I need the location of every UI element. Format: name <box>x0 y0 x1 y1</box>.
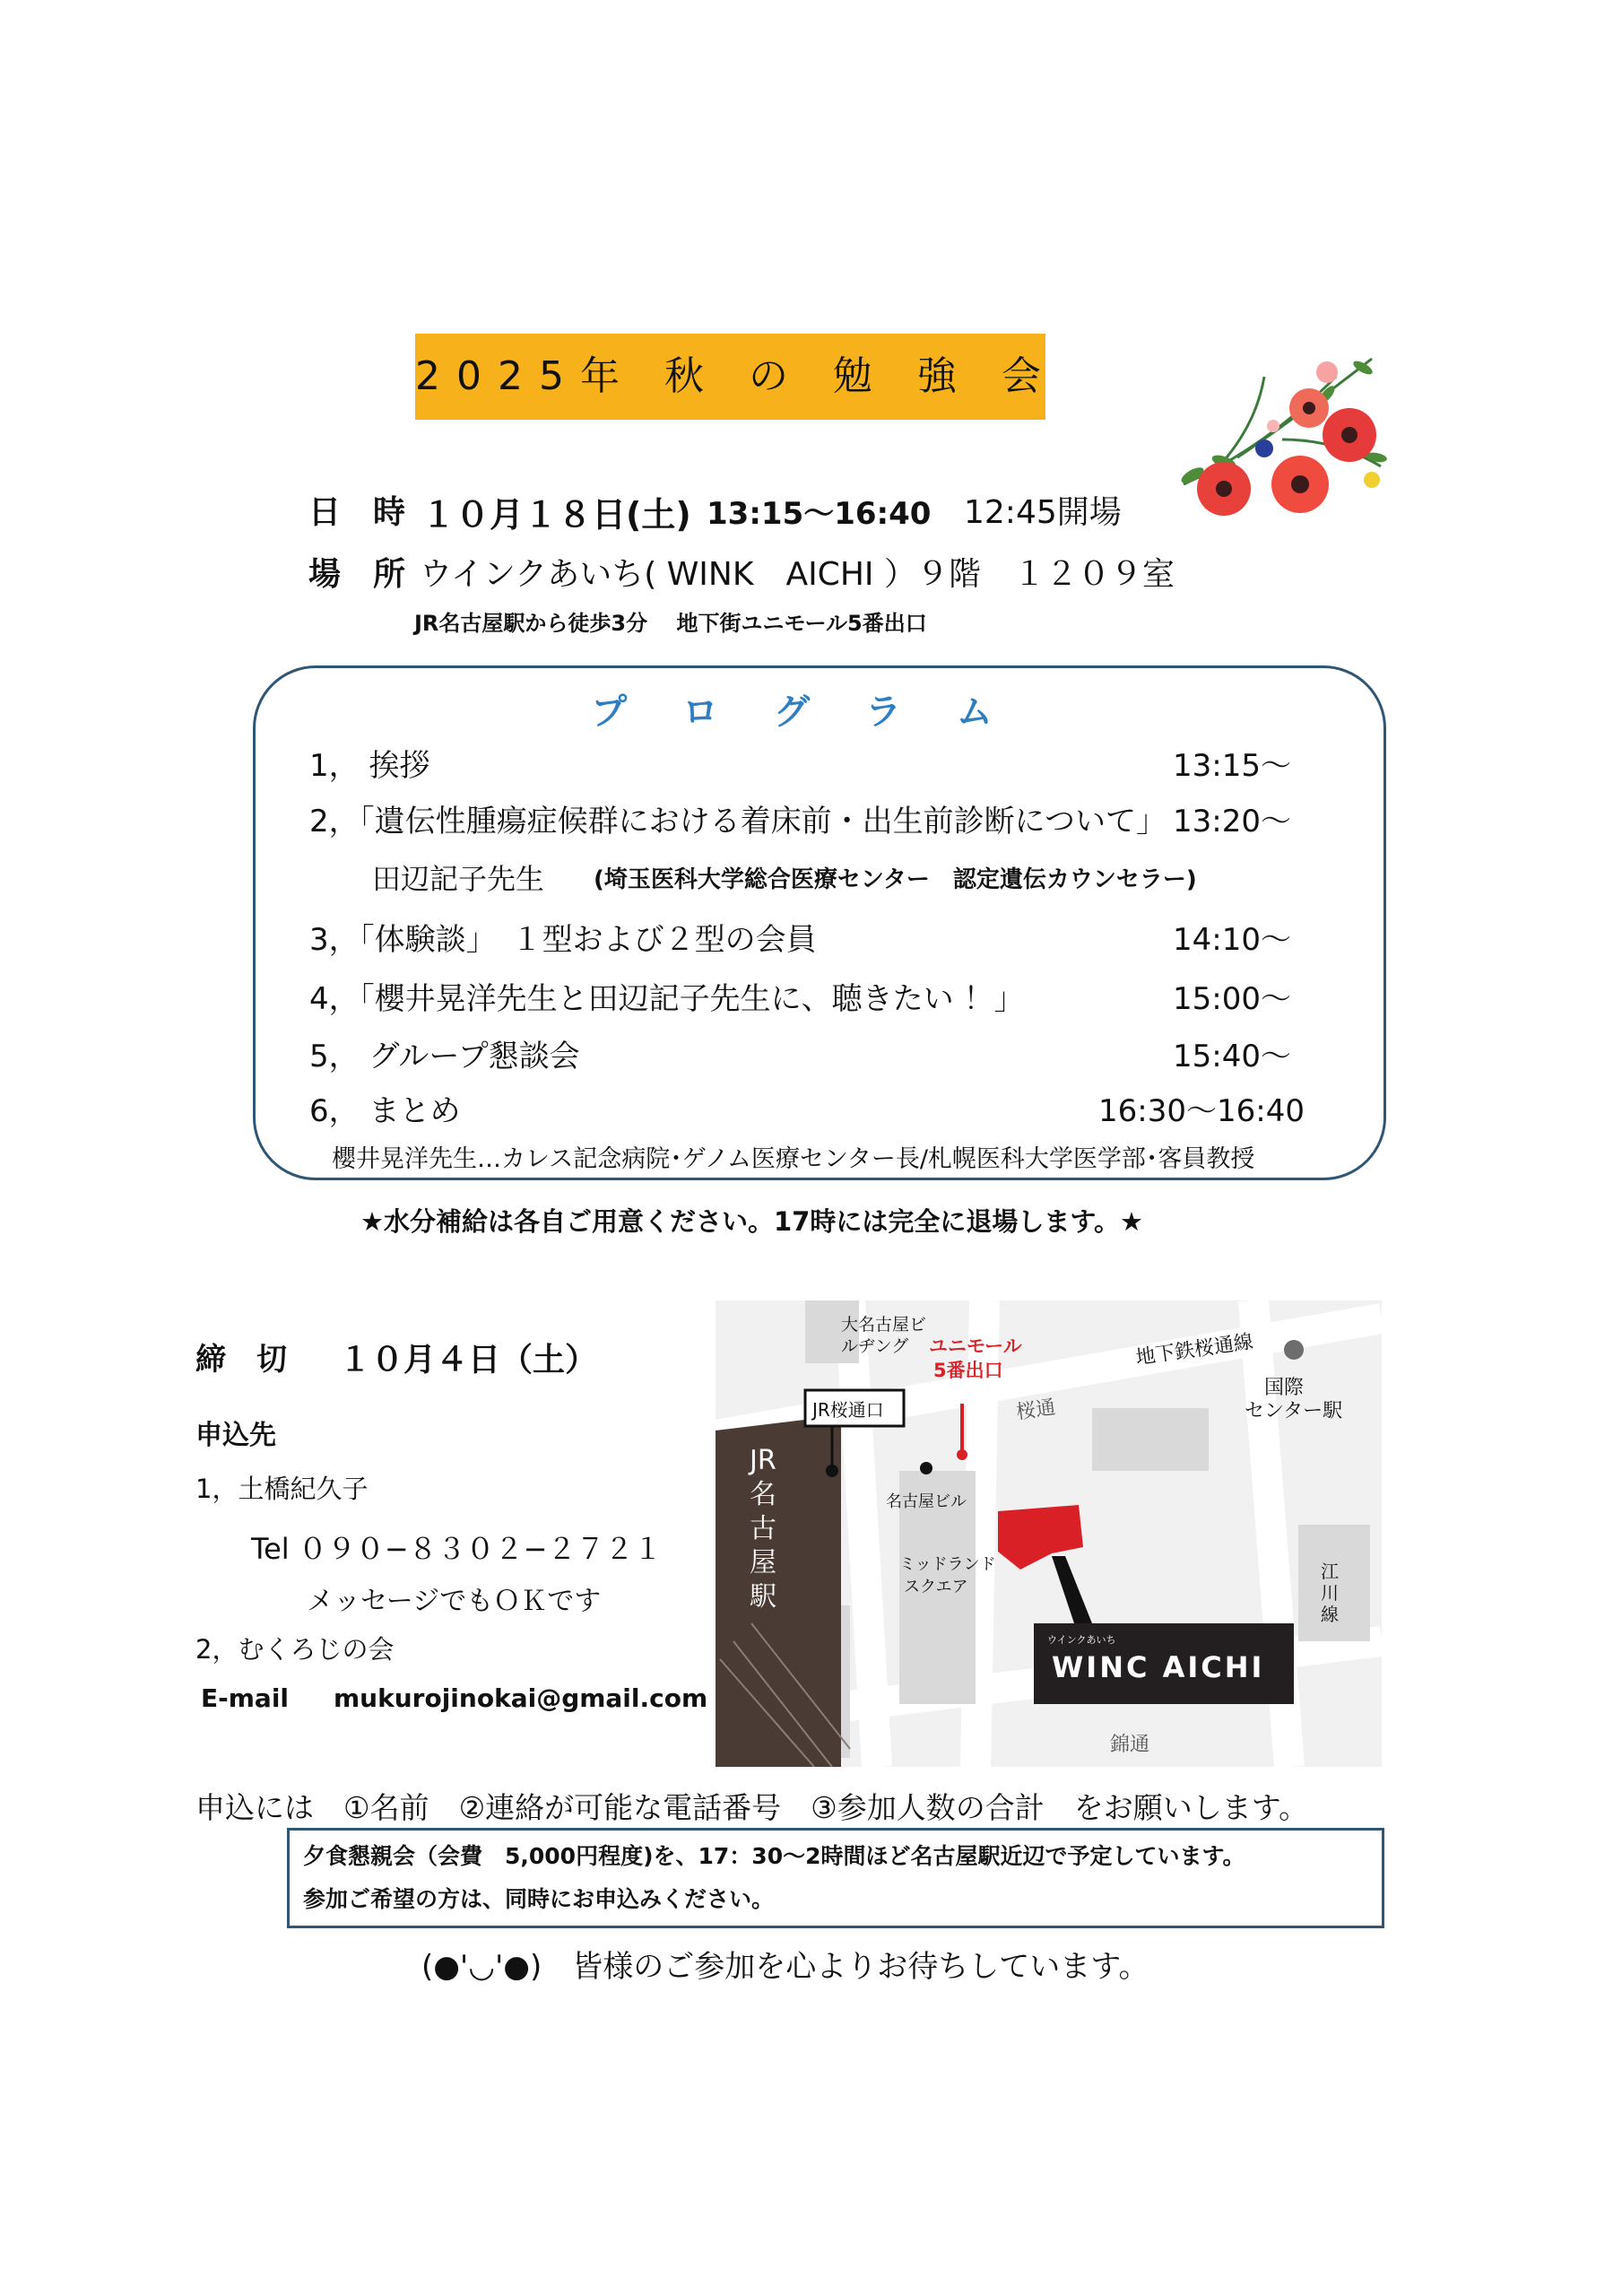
venue-label: 場 所 <box>308 556 406 593</box>
program-text: 「体験談」 １型および２型の会員 <box>359 922 817 958</box>
program-time-3: 14:10〜 <box>1173 922 1291 958</box>
request-line: 申込には ①名前 ②連絡が可能な電話番号 ③参加人数の合計 をお願いします。 <box>195 1790 1309 1825</box>
email-label: E-mail <box>201 1683 290 1713</box>
program-text: グループ懇談会 <box>369 1039 580 1074</box>
page-title: 2025年 秋 の 勉 強 会 <box>415 353 1057 399</box>
map-label-nagoya-bldg: 名古屋ビル <box>886 1492 967 1511</box>
program-text: まとめ <box>369 1093 461 1129</box>
map-label-kokusai: 国際 <box>1264 1377 1305 1399</box>
program-text: 「櫻井晃洋先生と田辺記子先生に、聴きたい ！」 <box>359 981 1025 1017</box>
map-wink-small: ウインクあいち <box>1047 1634 1116 1646</box>
program-item-5 <box>309 1031 580 1075</box>
map-label-midland: ミッドランド <box>899 1555 996 1574</box>
program-num: 1， <box>309 748 360 784</box>
map-label-nishiki: 錦通 <box>1110 1734 1150 1756</box>
program-footnote: 櫻井晃洋先生…カレス記念病院･ゲノム医療センター長/札幌医科大学医学部･客員教授 <box>332 1145 1255 1173</box>
map-label-jr-station: JR名古屋駅 <box>750 1445 776 1613</box>
doors-open: 12:45開場 <box>964 494 1122 531</box>
program-time-6: 16:30〜16:40 <box>1098 1093 1305 1129</box>
contact2-name: 2，むくろじの会 <box>195 1634 395 1665</box>
event-time: 13:15〜16:40 <box>707 496 932 532</box>
program-num: 4， <box>309 981 360 1017</box>
program-time-1: 13:15〜 <box>1173 748 1291 784</box>
map-label-unimall: ユニモール <box>929 1335 1022 1357</box>
venue-access: JR名古屋駅から徒歩3分 地下街ユニモール5番出口 <box>414 611 927 636</box>
program-num: 6， <box>309 1093 360 1129</box>
map-label-unimall-exit: 5番出口 <box>933 1360 1003 1381</box>
speaker-affiliation: (埼玉医科大学総合医療センター 認定遺伝カウンセラー) <box>594 866 1197 893</box>
program-time-2: 13:20〜 <box>1173 804 1291 839</box>
event-date: １０月１８日(土) <box>421 495 691 535</box>
contact1-name: 1，土橋紀久子 <box>195 1474 369 1504</box>
speaker-name: 田辺記子先生 <box>372 862 545 896</box>
contact1-tel: Tel ０９０−８３０２−２７２１ <box>251 1532 663 1566</box>
flower-decoration-icon <box>1157 341 1399 529</box>
program-title: プログラム <box>591 691 1048 733</box>
dinner-line-1: 夕食懇親会（会費 5,000円程度)を、17：30〜2時間ほど名古屋駅近辺で予定しています。 <box>303 1843 1245 1869</box>
map-label-dai-nagoya: 大名古屋ビルヂング <box>841 1315 927 1356</box>
map-label-horikawa: 江川線 <box>1321 1561 1339 1625</box>
map-label-sakura-dori: 桜通 <box>1014 1396 1057 1424</box>
program-text: 挨拶 <box>369 748 430 784</box>
program-item-4 <box>309 974 1024 1018</box>
apply-label: 申込先 <box>195 1420 276 1451</box>
program-item-1 <box>309 741 429 785</box>
deadline-date: １０月４日（土） <box>339 1342 598 1378</box>
contact1-note: メッセージでもＯＫです <box>307 1586 602 1617</box>
program-num: 2， <box>309 804 360 839</box>
program-num: 3， <box>309 922 360 958</box>
map-label-subway: 地下鉄桜通線 <box>1134 1330 1255 1370</box>
program-num: 5， <box>309 1039 360 1074</box>
access-map <box>716 1300 1382 1767</box>
map-label-square: スクエア <box>904 1578 968 1596</box>
datetime-label: 日 時 <box>308 494 406 531</box>
notice: ★水分補給は各自ご用意ください。17時には完全に退場します。★ <box>360 1206 1144 1237</box>
venue-name: ウインクあいち( WINK AICHI ）９階 １２０９室 <box>420 556 1175 593</box>
program-time-4: 15:00〜 <box>1173 981 1291 1017</box>
deadline-label: 締 切 <box>195 1342 287 1378</box>
map-label-jr-exit: JR桜通口 <box>812 1399 884 1421</box>
program-item-3 <box>309 915 817 959</box>
map-wink-logo: WINC AICHI <box>1052 1650 1265 1684</box>
dinner-line-2: 参加ご希望の方は、同時にお申込みください。 <box>303 1886 775 1912</box>
program-time-5: 15:40〜 <box>1173 1039 1291 1074</box>
program-text: 「遺伝性腫瘍症候群における着床前・出生前診断について」 <box>359 804 1167 839</box>
closing-message: (●'◡'●) 皆様のご参加を心よりお待ちしています。 <box>421 1949 1149 1985</box>
program-item-6 <box>309 1086 460 1130</box>
map-label-kokusai-center: センター駅 <box>1245 1400 1343 1422</box>
program-item-2 <box>309 796 1167 840</box>
email-address[interactable]: mukurojinokai@gmail.com <box>334 1683 708 1713</box>
